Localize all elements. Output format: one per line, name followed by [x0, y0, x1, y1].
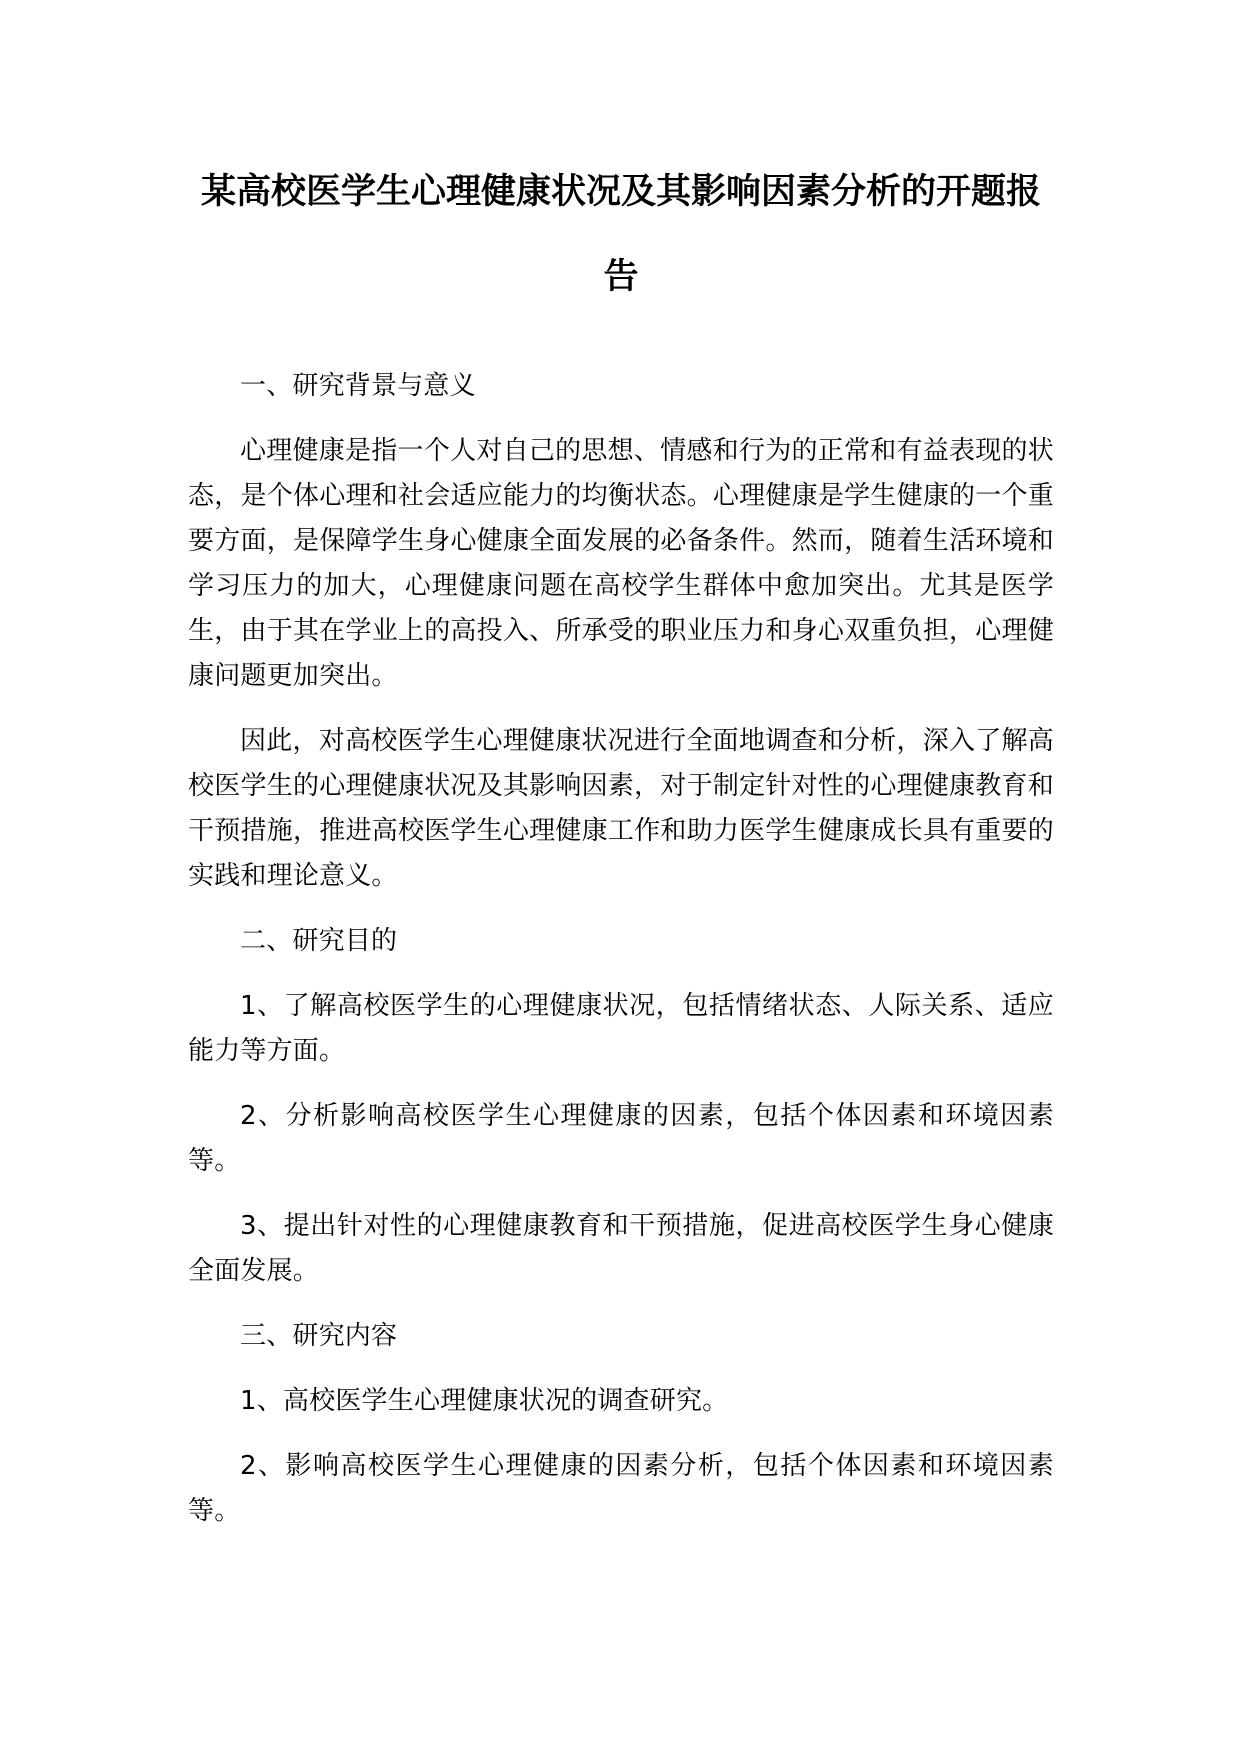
title-spacer	[188, 320, 1054, 364]
objective-item-2: 2、分析影响高校医学生心理健康的因素，包括个体因素和环境因素等。	[188, 1101, 1054, 1176]
section-heading-content: 三、研究内容	[240, 1321, 398, 1351]
content-item-2: 2、影响高校医学生心理健康的因素分析，包括个体因素和环境因素等。	[188, 1451, 1054, 1526]
section-heading-objectives: 二、研究目的	[240, 926, 398, 956]
content-item-1: 1、高校医学生心理健康状况的调查研究。	[240, 1386, 729, 1416]
objective-item-3: 3、提出针对性的心理健康教育和干预措施，促进高校医学生身心健康全面发展。	[188, 1211, 1054, 1286]
document-page	[188, 150, 1054, 1554]
paragraph-background-2: 因此，对高校医学生心理健康状况进行全面地调查和分析，深入了解高校医学生的心理健康状况及其影响因素，对于制定针对性的心理健康教育和干预措施，推进高校医学生心理健康工作和助力医学生健康成长具有重要的实践和理论意义。	[188, 726, 1054, 891]
document-title: 某高校医学生心理健康状况及其影响因素分析的开题报告	[200, 172, 1041, 297]
objective-item-1: 1、了解高校医学生的心理健康状况，包括情绪状态、人际关系、适应能力等方面。	[188, 991, 1054, 1066]
paragraph-background-1: 心理健康是指一个人对自己的思想、情感和行为的正常和有益表现的状态，是个体心理和社会适应能力的均衡状态。心理健康是学生健康的一个重要方面，是保障学生身心健康全面发展的必备条件。然而，随着生活环境和学习压力的加大，心理健康问题在高校学生群体中愈加突出。尤其是医学生，由于其在学业上的高投入、所承受的职业压力和身心双重负担，心理健康问题更加突出。	[188, 436, 1054, 691]
section-heading-background: 一、研究背景与意义	[240, 371, 476, 401]
